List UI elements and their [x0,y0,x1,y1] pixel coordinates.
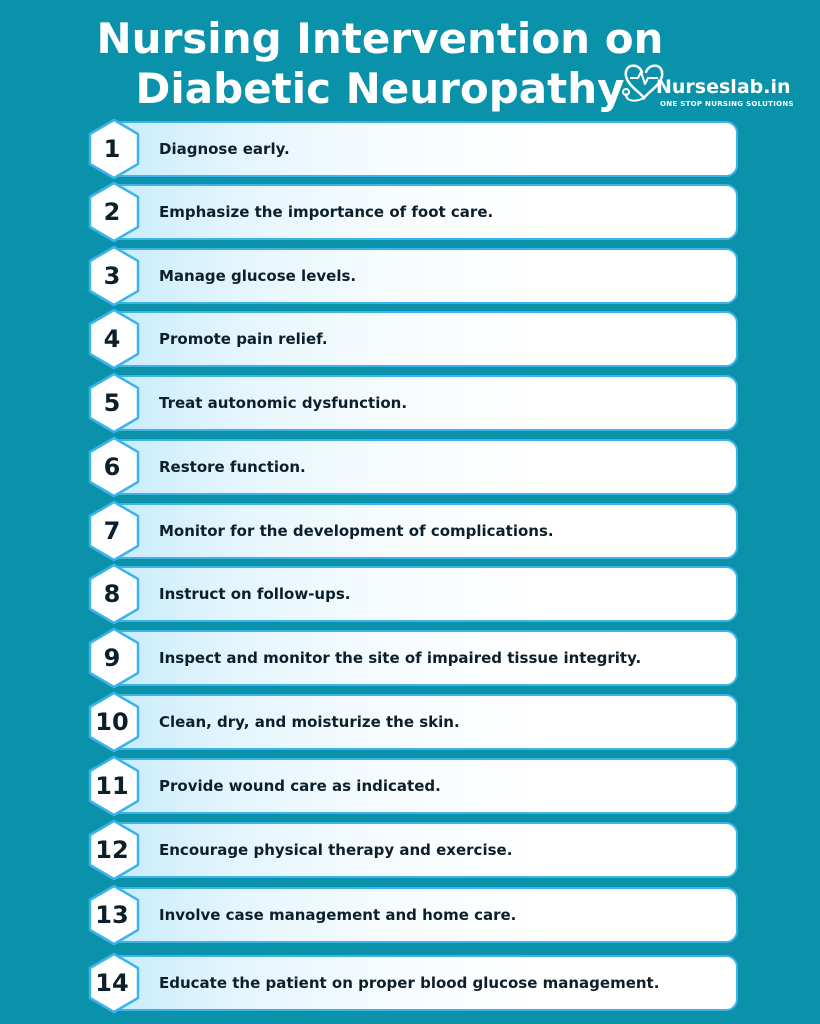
item-text: Clean, dry, and moisturize the skin. [159,713,460,731]
page-title [60,14,700,114]
list-item [86,375,738,431]
list-item [86,887,738,943]
item-number: 7 [103,517,121,545]
item-text: Encourage physical therapy and exercise. [159,841,513,859]
brand-tagline: ONE STOP NURSING SOLUTIONS [660,100,794,108]
item-text: Involve case management and home care. [159,906,517,924]
item-number: 12 [95,836,129,864]
title-line-1: Nursing Intervention on [96,14,664,63]
item-number: 5 [103,389,121,417]
list-item [86,694,738,750]
item-number: 9 [103,644,121,672]
list-item [86,630,738,686]
brand-logo [622,56,812,116]
item-number: 1 [103,135,121,163]
brand-name: Nurseslab.in [656,76,791,98]
list-item [86,184,738,240]
list-item [86,248,738,304]
list-item [86,955,738,1011]
list-item [86,503,738,559]
item-number: 10 [95,708,129,736]
list-item [86,439,738,495]
item-text: Provide wound care as indicated. [159,777,441,795]
item-text: Educate the patient on proper blood glucose management. [159,974,660,992]
item-text: Instruct on follow-ups. [159,585,351,603]
item-text: Inspect and monitor the site of impaired tissue integrity. [159,649,642,667]
item-number: 11 [95,772,129,800]
item-number: 3 [103,262,121,290]
item-number: 6 [103,453,121,481]
item-number: 8 [103,580,121,608]
item-text: Emphasize the importance of foot care. [159,203,494,221]
item-number: 4 [103,325,121,353]
list-item [86,822,738,878]
item-text: Restore function. [159,458,306,476]
item-text: Monitor for the development of complications. [159,522,554,540]
item-text: Treat autonomic dysfunction. [159,394,408,412]
item-text: Manage glucose levels. [159,267,357,285]
list-item [86,121,738,177]
item-text: Diagnose early. [159,140,290,158]
title-line-2: Diabetic Neuropathy [135,64,625,113]
item-number: 2 [103,198,121,226]
item-number: 14 [95,969,129,997]
list-item [86,758,738,814]
item-text: Promote pain relief. [159,330,328,348]
list-item [86,311,738,367]
list-item [86,566,738,622]
item-number: 13 [95,901,129,929]
